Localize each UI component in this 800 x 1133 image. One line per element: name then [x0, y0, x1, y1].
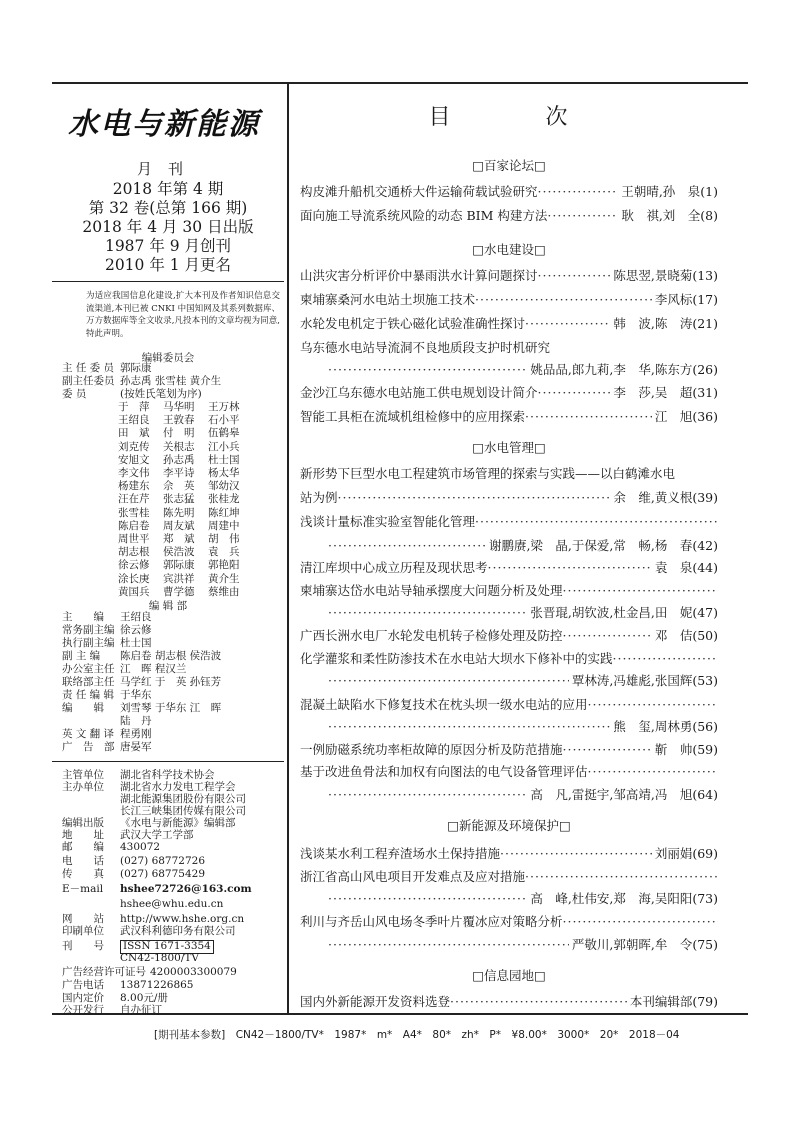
- publisher-row: 湖北能源集团股份有限公司: [120, 793, 246, 805]
- journal-logo: [62, 100, 272, 146]
- section-heading: □信息园地□: [472, 968, 546, 983]
- svg-text:水电与新能源: 水电与新能源: [68, 107, 260, 142]
- publisher-row: 电 话 (027) 68772726: [62, 855, 206, 867]
- board-member: 李平诗: [163, 467, 195, 480]
- board-member: 黄国兵: [118, 585, 150, 598]
- board-member: 陈启卷: [118, 519, 150, 532]
- dept-row: 办公室主任 江 晖 程汉兰: [62, 663, 187, 675]
- toc-entry[interactable]: 站为例 ····· 余 维,黄义根(39): [300, 490, 718, 506]
- board-member: 杨太华: [208, 467, 240, 480]
- toc-entry[interactable]: 清江库坝中心成立历程及现状思考 ····· 袁 泉(44): [300, 560, 718, 576]
- board-member: 于 萍: [118, 401, 150, 413]
- dept-row: 主 编 王绍良: [62, 611, 152, 623]
- toc-entry[interactable]: 柬埔寨桑河水电站土坝施工技术 ····· 李风标(17): [300, 292, 718, 308]
- toc-entry[interactable]: 水轮发电机定于铁心磁化试验准确性探讨 ····· 韩 波,陈 涛(21): [300, 316, 718, 332]
- copyright-notice: 为适应我国信息化建设,扩大本刊及作者知识信息交流渠道,本刊已被 CNKI 中国知网及其系列数据库、万方数据库等全文收录,凡投本刊的文章均视为同意,特此声明。: [86, 291, 280, 339]
- board-member: 关根志: [163, 440, 195, 453]
- dept-row: 联络部主任 马学红 于 英 孙钰芳: [62, 676, 222, 688]
- toc-title: 目 次: [428, 105, 612, 130]
- board-member: 汪在芹: [118, 493, 150, 506]
- section-heading: □百家论坛□: [472, 158, 546, 173]
- toc-entry[interactable]: 浅谈某水利工程弃渣场水土保持措施 ····· 刘丽娟(69): [300, 846, 718, 862]
- board-member: 马华明: [163, 401, 195, 413]
- board-member: 安旭文: [118, 453, 150, 466]
- board-member: 刘克传: [118, 440, 150, 453]
- toc-entry-title[interactable]: 新形势下巨型水电工程建筑市场管理的探索与实践——以白鹤滩水电: [300, 466, 676, 481]
- publisher-row: 国内定价 8.00元/册: [62, 992, 168, 1004]
- toc-entry-author: ····· 熊 玺,周林勇(56): [300, 719, 718, 735]
- publisher-row: 广告电话 13871226865: [62, 979, 194, 991]
- board-member: 李文伟: [118, 467, 150, 480]
- board-member: 袁 兵: [208, 546, 240, 559]
- dept-row: 常务副主编 徐云修: [62, 624, 152, 636]
- board-member: 郭际康: [163, 559, 195, 572]
- journal-parameters: [期刊基本参数] CN42－1800/TV* 1987* m* A4* 80* zh* P* ¥8.00* 3000* 20* 2018－04: [154, 1029, 680, 1041]
- board-member: 张雪桂: [118, 506, 150, 519]
- publisher-row: 广告经营许可证号 4200003300079: [62, 966, 237, 978]
- publisher-row: CN42-1800/TV: [120, 952, 199, 964]
- board-member: 胡志根: [118, 546, 150, 559]
- toc-entry[interactable]: 一例励磁系统功率柜故障的原因分析及防范措施 ····· 靳 帅(59): [300, 742, 718, 758]
- divider: [52, 761, 284, 762]
- toc-entry[interactable]: 广西长洲水电厂水轮发电机转子检修处理及防控 ····· 邓 佶(50): [300, 628, 718, 644]
- board-member: 徐云修: [118, 559, 150, 572]
- board-member: 陈红坤: [208, 506, 240, 519]
- publisher-row: 邮 编 430072: [62, 841, 161, 853]
- toc-entry-author: ····· 谢鹏赓,梁 晶,于保爱,常 畅,杨 春(42): [300, 538, 718, 554]
- board-member: 郑 斌: [163, 533, 195, 546]
- journal-frequency: 月刊: [136, 160, 199, 178]
- toc-entry[interactable]: 构皮滩升船机交通桥大件运输荷载试验研究 ····· 王朝晴,孙 泉(1): [300, 184, 718, 200]
- publisher-row: 刊 号 ISSN 1671-3354: [62, 940, 284, 954]
- toc-entry-author: ····· 张晋琨,胡钦波,杜金昌,田 妮(47): [300, 605, 718, 621]
- dept-row: 陆 丹: [120, 715, 152, 727]
- board-member: 杜士国: [208, 453, 240, 466]
- publisher-row: 主办单位 湖北省水力发电工程学会: [62, 781, 236, 793]
- section-heading: □新能源及环境保护□: [447, 818, 571, 833]
- board-members-list: [118, 401, 288, 599]
- board-member: 周世平: [118, 533, 150, 546]
- publisher-row: 传 真 (027) 68775429: [62, 868, 206, 880]
- dept-row: 责 任 编 辑 于华东: [62, 689, 152, 701]
- volume-number: 第 32 卷(总第 166 期): [88, 199, 248, 217]
- publisher-row: 公开发行 自办征订: [62, 1004, 162, 1016]
- renamed-date: 2010 年 1 月更名: [104, 256, 232, 274]
- issue-number: 2018 年第 4 期: [112, 180, 224, 198]
- board-member: 陈先明: [163, 506, 195, 519]
- publisher-row: 网 站 http://www.hshe.org.cn: [62, 913, 245, 925]
- top-rule: [52, 82, 748, 84]
- board-member: 王绍良: [118, 414, 150, 427]
- board-member: 黄介生: [208, 572, 240, 585]
- publisher-row: 印刷单位 武汉科利德印务有限公司: [62, 925, 236, 937]
- board-member: 田 斌: [118, 427, 150, 440]
- board-vice-chairs: 副主任委员 孙志禹 张雪桂 黄介生: [62, 375, 222, 387]
- toc-entry-title[interactable]: 柬埔寨达岱水电站导轴承摆度大问题分析及处理 ·····: [300, 583, 718, 599]
- board-chair: 主 任 委 员 郭际康: [62, 362, 152, 374]
- toc-entry-author: ····· 高 峰,杜伟安,郑 海,吴阳阳(73): [300, 891, 718, 907]
- toc-entry-title[interactable]: 基于改进鱼骨法和加权有向图法的电气设备管理评估 ·····: [300, 764, 718, 780]
- board-member: 周友斌: [163, 519, 195, 532]
- board-member: 付 明: [163, 427, 195, 440]
- section-heading: □水电管理□: [472, 440, 546, 455]
- toc-entry[interactable]: 山洪灾害分析评价中暴雨洪水计算问题探讨 ····· 陈思翌,景晓菊(13): [300, 268, 718, 284]
- board-member: 伍鹤皋: [208, 427, 240, 440]
- founded-date: 1987 年 9 月创刊: [104, 237, 232, 255]
- board-member: 孙志禹: [163, 453, 195, 466]
- publisher-row: 地 址 武汉大学工学部: [62, 829, 194, 841]
- section-heading: □水电建设□: [472, 242, 546, 257]
- board-member: 宾洪祥: [163, 572, 195, 585]
- editorial-dept-title: 编 辑 部: [148, 600, 188, 612]
- toc-entry[interactable]: 国内外新能源开发资料选登 ····· 本刊编辑部(79): [300, 994, 718, 1010]
- board-members-label: 委 员 (按姓氏笔划为序): [62, 388, 202, 400]
- toc-entry-author: ····· 姚品品,郎九莉,李 华,陈东方(26): [300, 362, 718, 378]
- board-member: 邹幼汉: [208, 480, 240, 493]
- publish-date: 2018 年 4 月 30 日出版: [82, 218, 254, 236]
- board-member: 蔡维由: [208, 585, 240, 598]
- board-member: 郭艳阳: [208, 559, 240, 572]
- toc-entry-title[interactable]: 浅谈计量标准实验室智能化管理 ·····: [300, 514, 718, 530]
- toc-entry-title[interactable]: 化学灌浆和柔性防渗技术在水电站大坝水下修补中的实践 ·····: [300, 651, 718, 667]
- toc-entry-title[interactable]: 浙江省高山风电项目开发难点及应对措施 ·····: [300, 869, 718, 885]
- board-member: 王敦春: [163, 414, 195, 427]
- publisher-row: 长江三峡集团传媒有限公司: [120, 805, 246, 817]
- board-member: 张志猛: [163, 493, 195, 506]
- editorial-board-title: 编辑委员会: [141, 352, 195, 364]
- dept-row: 副 主 编 陈启卷 胡志根 侯浩波: [62, 650, 222, 662]
- board-member: 佘 英: [163, 480, 195, 493]
- board-member: 江小兵: [208, 440, 240, 453]
- toc-entry-author: ····· 覃林涛,冯雄彪,张国辉(53): [300, 673, 718, 689]
- board-member: 周建中: [208, 519, 240, 532]
- toc-entry-title[interactable]: 乌东德水电站导流洞不良地质段支护时机研究: [300, 340, 551, 355]
- board-member: 侯浩波: [163, 546, 195, 559]
- toc-entry-title[interactable]: 利川与齐岳山风电场冬季叶片覆冰应对策略分析 ·····: [300, 914, 718, 930]
- dept-row: 执行副主编 杜士国: [62, 637, 152, 649]
- dept-row: 英 文 翻 译 程勇刚: [62, 728, 152, 740]
- toc-entry[interactable]: 面向施工导流系统风险的动态 BIM 构建方法 ····· 耿 祺,刘 全(8): [300, 208, 718, 224]
- toc-entry-author: ····· 高 凡,雷挺宇,邹高靖,冯 旭(64): [300, 787, 718, 803]
- board-member: 王万林: [208, 401, 240, 413]
- divider: [52, 281, 284, 282]
- board-member: 胡 伟: [208, 533, 240, 546]
- publisher-row: 编辑出版 《水电与新能源》编辑部: [62, 817, 236, 829]
- board-member: 石小平: [208, 414, 240, 427]
- dept-row: 编 辑 刘雪琴 于华东 江 晖: [62, 702, 222, 714]
- board-member: 张桂龙: [208, 493, 240, 506]
- board-member: 曹学德: [163, 585, 195, 598]
- publisher-row: hshee@whu.edu.cn: [120, 898, 224, 910]
- publisher-row: E－mail hshee72726@163.com: [62, 883, 252, 895]
- board-member: 涂长庚: [118, 572, 150, 585]
- publisher-row: 主管单位 湖北省科学技术协会: [62, 769, 215, 781]
- toc-entry[interactable]: 金沙江乌东德水电站施工供电规划设计简介 ····· 李 莎,吴 超(31): [300, 385, 718, 401]
- dept-row: 广 告 部 唐晏军: [62, 741, 152, 753]
- toc-entry-title[interactable]: 混凝土缺陷水下修复技术在枕头坝一级水电站的应用 ·····: [300, 697, 718, 713]
- board-member: 杨建东: [118, 480, 150, 493]
- toc-entry[interactable]: 智能工具柜在流域机组检修中的应用探索 ····· 江 旭(36): [300, 409, 718, 425]
- toc-entry-author: ····· 严敬川,郭朝晖,牟 令(75): [300, 937, 718, 953]
